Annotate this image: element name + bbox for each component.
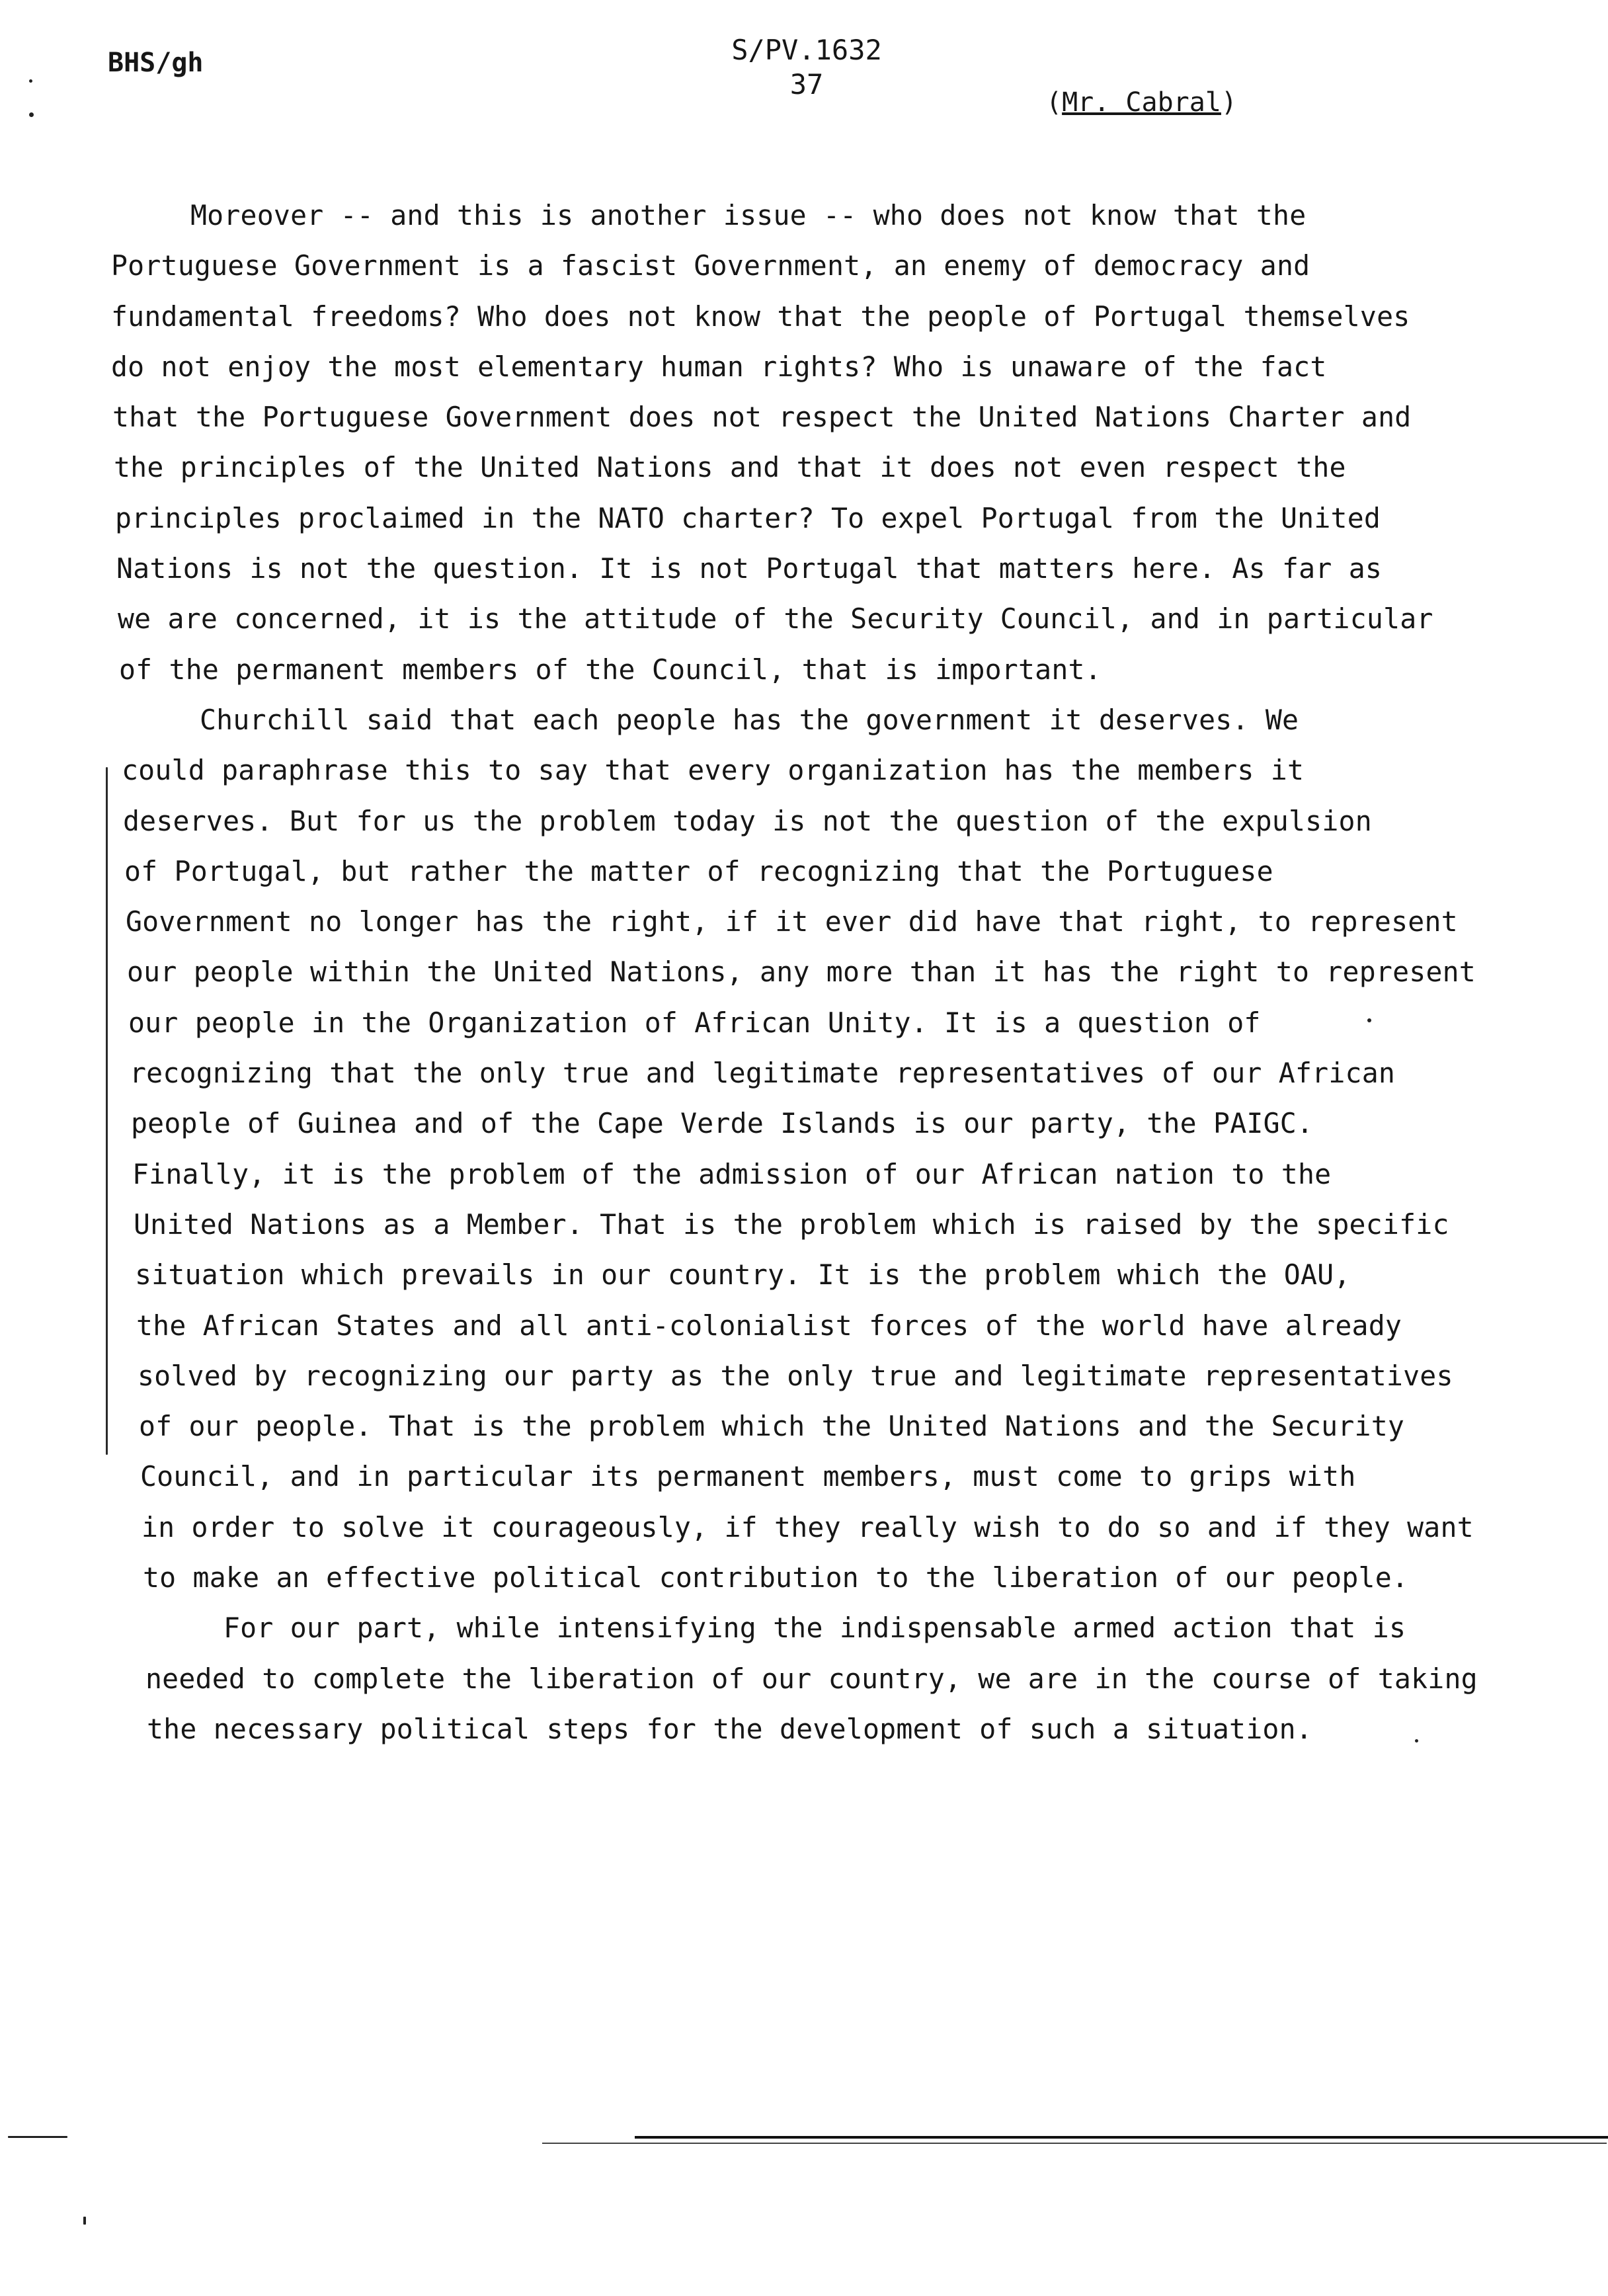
paragraph-1-line: Portuguese Government is a fascist Government, an enemy of democracy and [111,249,1310,282]
document-header [721,32,893,103]
bottom-rule [635,2136,1608,2139]
paragraph-2-line: people of Guinea and of the Cape Verde Islands is our party, the PAIGC. [131,1107,1314,1140]
paragraph-1-line: of the permanent members of the Council, that is important. [119,653,1102,686]
paragraph-2-line: of Portugal, but rather the matter of recognizing that the Portuguese [124,854,1273,887]
paragraph-1-line: principles proclaimed in the NATO charter? To expel Portugal from the United [115,501,1381,534]
paragraph-3-line: the necessary political steps for the development of such a situation. [147,1712,1312,1745]
paragraph-2-line: our people in the Organization of African Unity. It is a question of [128,1006,1261,1039]
paragraph-2-line: situation which prevails in our country. It is the problem which the OAU, [135,1258,1351,1292]
paragraph-2-line: recognizing that the only true and legitimate representatives of our African [130,1057,1396,1090]
paragraph-2-line: in order to solve it courageously, if they really wish to do so and if they want [141,1510,1474,1543]
speaker-label [1046,87,1237,118]
paragraph-2-line: United Nations as a Member. That is the problem which is raised by the specific [134,1208,1449,1241]
paragraph-1-line: fundamental freedoms? Who does not know that the people of Portugal themselves [111,300,1410,333]
page-number: 37 [789,68,824,101]
speaker-name: Mr. Cabral [1062,87,1221,118]
paragraph-2-line: Finally, it is the problem of the admission of our African nation to the [132,1157,1332,1190]
paragraph-1-line: Nations is not the question. It is not Portugal that matters here. As far as [116,552,1383,585]
scan-speck [8,2136,67,2138]
paragraph-2-line: could paraphrase this to say that every organization has the members it [122,754,1305,787]
speech-body [111,190,1506,1754]
margin-sideline [106,767,108,1455]
paragraph-2-line: deserves. But for us the problem today is not the question of the expulsion [123,804,1372,837]
scan-speck [83,2217,86,2225]
paragraph-2-line: Government no longer has the right, if it ever did have that right, to represent [126,905,1458,938]
speaker-open-paren: ( [1046,87,1063,118]
paragraph-1-line: we are concerned, it is the attitude of the Security Council, and in particular [118,602,1433,636]
bottom-rule-thin [542,2143,1607,2144]
paragraph-2-line: Council, and in particular its permanent members, must come to grips with [140,1460,1356,1493]
paragraph-2-line: of our people. That is the problem which the United Nations and the Security [139,1410,1405,1443]
paragraph-3-line: needed to complete the liberation of our country, we are in the course of taking [145,1662,1478,1695]
typist-initials: BHS/gh [108,48,204,78]
paragraph-1-line: the principles of the United Nations and that it does not even respect the [114,451,1346,484]
paragraph-2-line: solved by recognizing our party as the only true and legitimate representatives [138,1359,1453,1392]
scan-speck [1415,1739,1418,1742]
paragraph-3-line: For our part, while intensifying the indispensable armed action that is [223,1612,1406,1645]
scan-speck [29,79,32,83]
document-reference: S/PV.1632 [731,34,882,66]
paragraph-1-line: do not enjoy the most elementary human rights? Who is unaware of the fact [111,350,1327,383]
speaker-close-paren: ) [1221,87,1238,118]
paragraph-2-line: our people within the United Nations, any more than it has the right to represent [127,956,1476,989]
paragraph-2-line: to make an effective political contribution to the liberation of our people. [143,1561,1409,1594]
paragraph-1-line: Moreover -- and this is another issue -- who does not know that the [190,199,1306,231]
paragraph-2-line: the African States and all anti-colonialist forces of the world have already [136,1309,1402,1342]
scan-speck [29,112,34,117]
paragraph-1-line: that the Portuguese Government does not respect the United Nations Charter and [112,401,1412,434]
paragraph-2-line: Churchill said that each people has the government it deserves. We [200,703,1299,736]
scan-speck [1367,1018,1371,1022]
